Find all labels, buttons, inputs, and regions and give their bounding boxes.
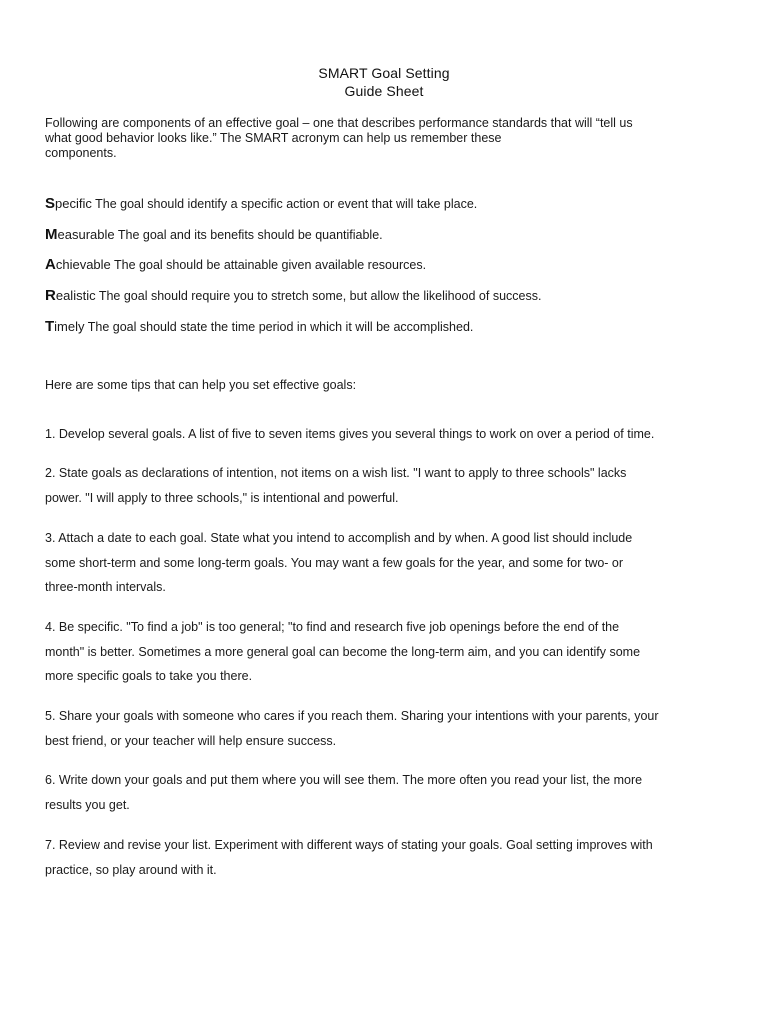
smart-item-measurable xyxy=(45,224,745,255)
smart-initial: T xyxy=(45,317,55,335)
tip-1 xyxy=(45,422,735,447)
smart-initial: M xyxy=(45,225,58,243)
tip-2 xyxy=(45,461,735,510)
tip-line: 7. Review and revise your list. Experiment with different ways of stating your goals. Goal setting improves with xyxy=(45,838,653,852)
smart-description: The goal should require you to stretch some, but allow the likelihood of success. xyxy=(95,289,542,304)
tip-line: 6. Write down your goals and put them where you will see them. The more often you read your list, the more xyxy=(45,773,643,787)
smart-initial: S xyxy=(45,195,56,212)
tip-line: more specific goals to take you there. xyxy=(45,669,253,683)
tip-line: practice, so play around with it. xyxy=(45,862,217,877)
smart-initial: R xyxy=(45,287,56,305)
title-line-1: SMART Goal Setting xyxy=(318,65,450,81)
tip-line: some short-term and some long-term goals. You may want a few goals for the year, and some for two- or xyxy=(45,555,624,570)
tip-line: 2. State goals as declarations of intention, not items on a wish list. "I want to apply to three schools" lacks xyxy=(45,466,627,480)
smart-term-rest: pecific xyxy=(55,196,92,211)
smart-description: The goal should state the time period in which it will be accomplished. xyxy=(84,319,474,334)
smart-item-realistic xyxy=(45,285,745,316)
tip-3 xyxy=(45,526,735,600)
tip-4 xyxy=(45,615,735,689)
smart-term-rest: easurable xyxy=(57,226,115,242)
smart-item-achievable xyxy=(45,254,745,285)
tip-line: month" is better. Sometimes a more general goal can become the long-term aim, and you can identify some xyxy=(45,644,641,659)
tip-7 xyxy=(45,833,735,882)
smart-item-timely xyxy=(45,316,745,347)
title-line-2: Guide Sheet xyxy=(344,83,424,99)
smart-term-rest: chievable xyxy=(55,257,111,273)
smart-description: The goal and its benefits should be quantifiable. xyxy=(114,227,383,242)
tip-line: power. "I will apply to three schools," is intentional and powerful. xyxy=(45,490,399,505)
smart-description: The goal should identify a specific action or event that will take place. xyxy=(91,197,478,211)
tip-5 xyxy=(45,704,735,753)
smart-term-rest: ealistic xyxy=(55,288,96,304)
tip-line: 5. Share your goals with someone who cares if you reach them. Sharing your intentions with your parents, your xyxy=(45,709,659,723)
tip-6 xyxy=(45,768,735,817)
smart-item-specific xyxy=(45,193,745,224)
intro-line-1: Following are components of an effective goal – one that describes performance standards that will “tell us xyxy=(45,116,633,130)
intro-line-3: components. xyxy=(45,146,117,160)
tip-line: 1. Develop several goals. A list of five to seven items gives you several things to work on over a period of time. xyxy=(45,427,655,441)
intro-line-2: what good behavior looks like.” The SMART acronym can help us remember these xyxy=(45,131,502,145)
tip-line: 4. Be specific. "To find a job" is too general; "to find and research five job openings before the end of the xyxy=(45,620,620,634)
smart-initial: A xyxy=(45,256,56,274)
tip-line: results you get. xyxy=(45,797,130,812)
smart-list xyxy=(45,193,745,346)
tip-line: best friend, or your teacher will help ensure success. xyxy=(45,733,337,748)
tip-line: three-month intervals. xyxy=(45,580,166,594)
document-title xyxy=(0,64,768,100)
intro-paragraph xyxy=(45,116,725,161)
tips-intro: Here are some tips that can help you set effective goals: xyxy=(45,378,357,392)
tip-line: 3. Attach a date to each goal. State what you intend to accomplish and by when. A good list should include xyxy=(45,531,633,545)
smart-description: The goal should be attainable given available resources. xyxy=(110,258,427,273)
smart-term-rest: imely xyxy=(54,318,85,334)
